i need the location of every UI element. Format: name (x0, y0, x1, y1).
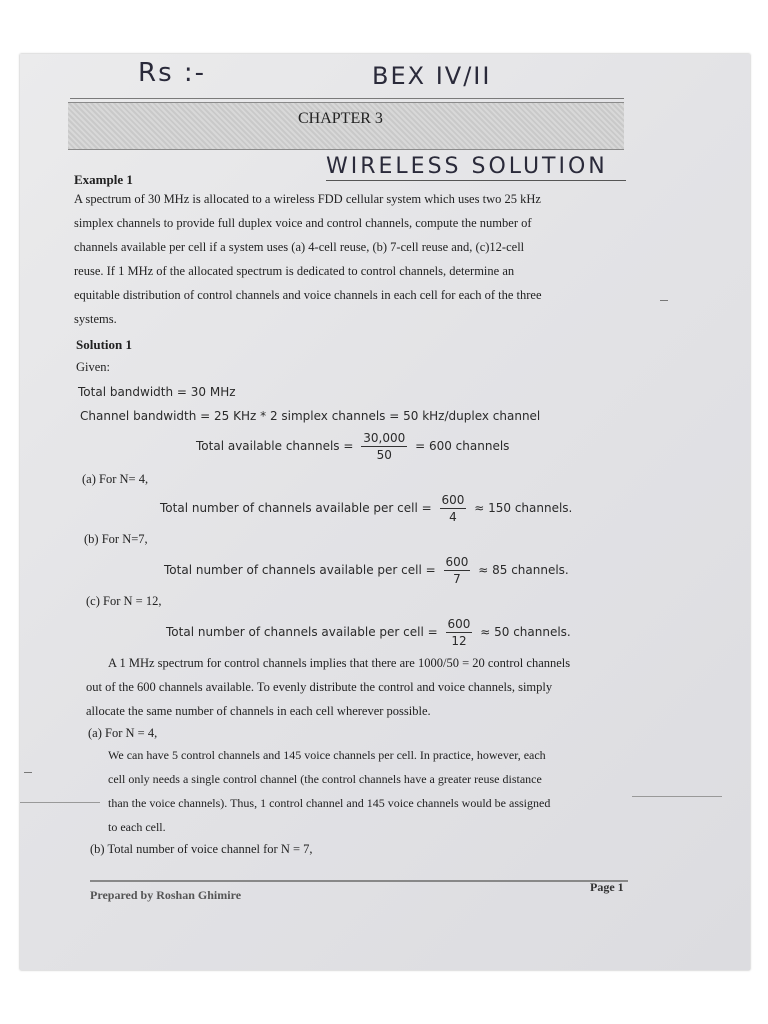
margin-mark (24, 772, 32, 773)
equation-label: Total available channels = (196, 439, 354, 453)
fraction (361, 430, 407, 463)
case-label: (a) For N= 4, (82, 472, 149, 486)
paragraph-line: A 1 MHz spectrum for control channels implies that there are 1000/50 = 20 control channels (108, 656, 571, 670)
margin-mark (20, 802, 100, 803)
header-rule (70, 98, 624, 99)
handwritten-label-left: Rs :- (138, 58, 207, 88)
equation-label: Total number of channels available per cell = (160, 501, 432, 515)
page-number: Page 1 (590, 880, 624, 894)
equation-result: = 600 channels (415, 439, 510, 453)
paragraph-line: out of the 600 channels available. To evenly distribute the control and voice channels, simply (86, 680, 553, 694)
part-a-label: (a) For N = 4, (88, 726, 158, 740)
chapter-title: CHAPTER 3 (298, 110, 383, 127)
example-line: channels available per cell if a system uses (a) 4-cell reuse, (b) 7-cell reuse and, (c)12-cell (74, 240, 525, 254)
fraction (446, 616, 473, 649)
fraction (444, 554, 471, 587)
case-equation (160, 492, 572, 525)
margin-mark (632, 796, 722, 797)
example-line: simplex channels to provide full duplex voice and control channels, compute the number of (74, 216, 532, 230)
equation-result: ≈ 150 channels. (474, 501, 573, 515)
case-equation (166, 616, 571, 649)
fraction-denominator: 4 (449, 510, 457, 524)
margin-mark (660, 300, 668, 301)
equation-result: ≈ 50 channels. (480, 625, 571, 639)
equation-label: Total number of channels available per cell = (164, 563, 436, 577)
example-line: systems. (74, 312, 117, 326)
channel-bandwidth: Channel bandwidth = 25 KHz * 2 simplex channels = 50 kHz/duplex channel (80, 409, 541, 423)
fraction-numerator: 600 (447, 617, 471, 631)
footer-author: Prepared by Roshan Ghimire (90, 888, 242, 902)
document-page (20, 54, 750, 970)
example-line: equitable distribution of control channels and voice channels in each cell for each of the three (74, 288, 542, 302)
footer-rule (90, 880, 628, 882)
solution-heading: Solution 1 (76, 337, 132, 352)
fraction (440, 492, 467, 525)
case-label: (b) For N=7, (84, 532, 148, 546)
equation-label: Total number of channels available per cell = (166, 625, 438, 639)
part-a-line: We can have 5 control channels and 145 voice channels per cell. In practice, however, each (108, 748, 546, 762)
total-bandwidth: Total bandwidth = 30 MHz (78, 385, 236, 399)
case-label: (c) For N = 12, (86, 594, 162, 608)
part-a-line: cell only needs a single control channel (the control channels have a greater reuse distance (108, 772, 542, 786)
part-b-label: (b) Total number of voice channel for N = 7, (90, 842, 313, 856)
example-line: reuse. If 1 MHz of the allocated spectrum is dedicated to control channels, determine an (74, 264, 515, 278)
fraction-numerator: 600 (441, 493, 465, 507)
total-available-equation (196, 430, 509, 463)
example-heading: Example 1 (74, 172, 133, 187)
handwritten-title: WIRELESS SOLUTION (326, 154, 608, 179)
example-line: A spectrum of 30 MHz is allocated to a wireless FDD cellular system which uses two 25 kHz (74, 192, 541, 206)
part-a-line: to each cell. (108, 820, 166, 834)
given-label: Given: (76, 360, 111, 374)
handwritten-label-right: BEX IV/II (372, 62, 492, 90)
case-equation (164, 554, 569, 587)
fraction-numerator: 30,000 (363, 431, 406, 445)
paragraph-line: allocate the same number of channels in each cell wherever possible. (86, 704, 431, 718)
handwritten-underline (326, 180, 626, 181)
fraction-denominator: 7 (453, 572, 461, 586)
fraction-denominator: 50 (376, 448, 392, 462)
fraction-numerator: 600 (445, 555, 469, 569)
fraction-denominator: 12 (451, 634, 467, 648)
equation-result: ≈ 85 channels. (478, 563, 569, 577)
part-a-line: than the voice channels). Thus, 1 control channel and 145 voice channels would be assigned (108, 796, 551, 810)
